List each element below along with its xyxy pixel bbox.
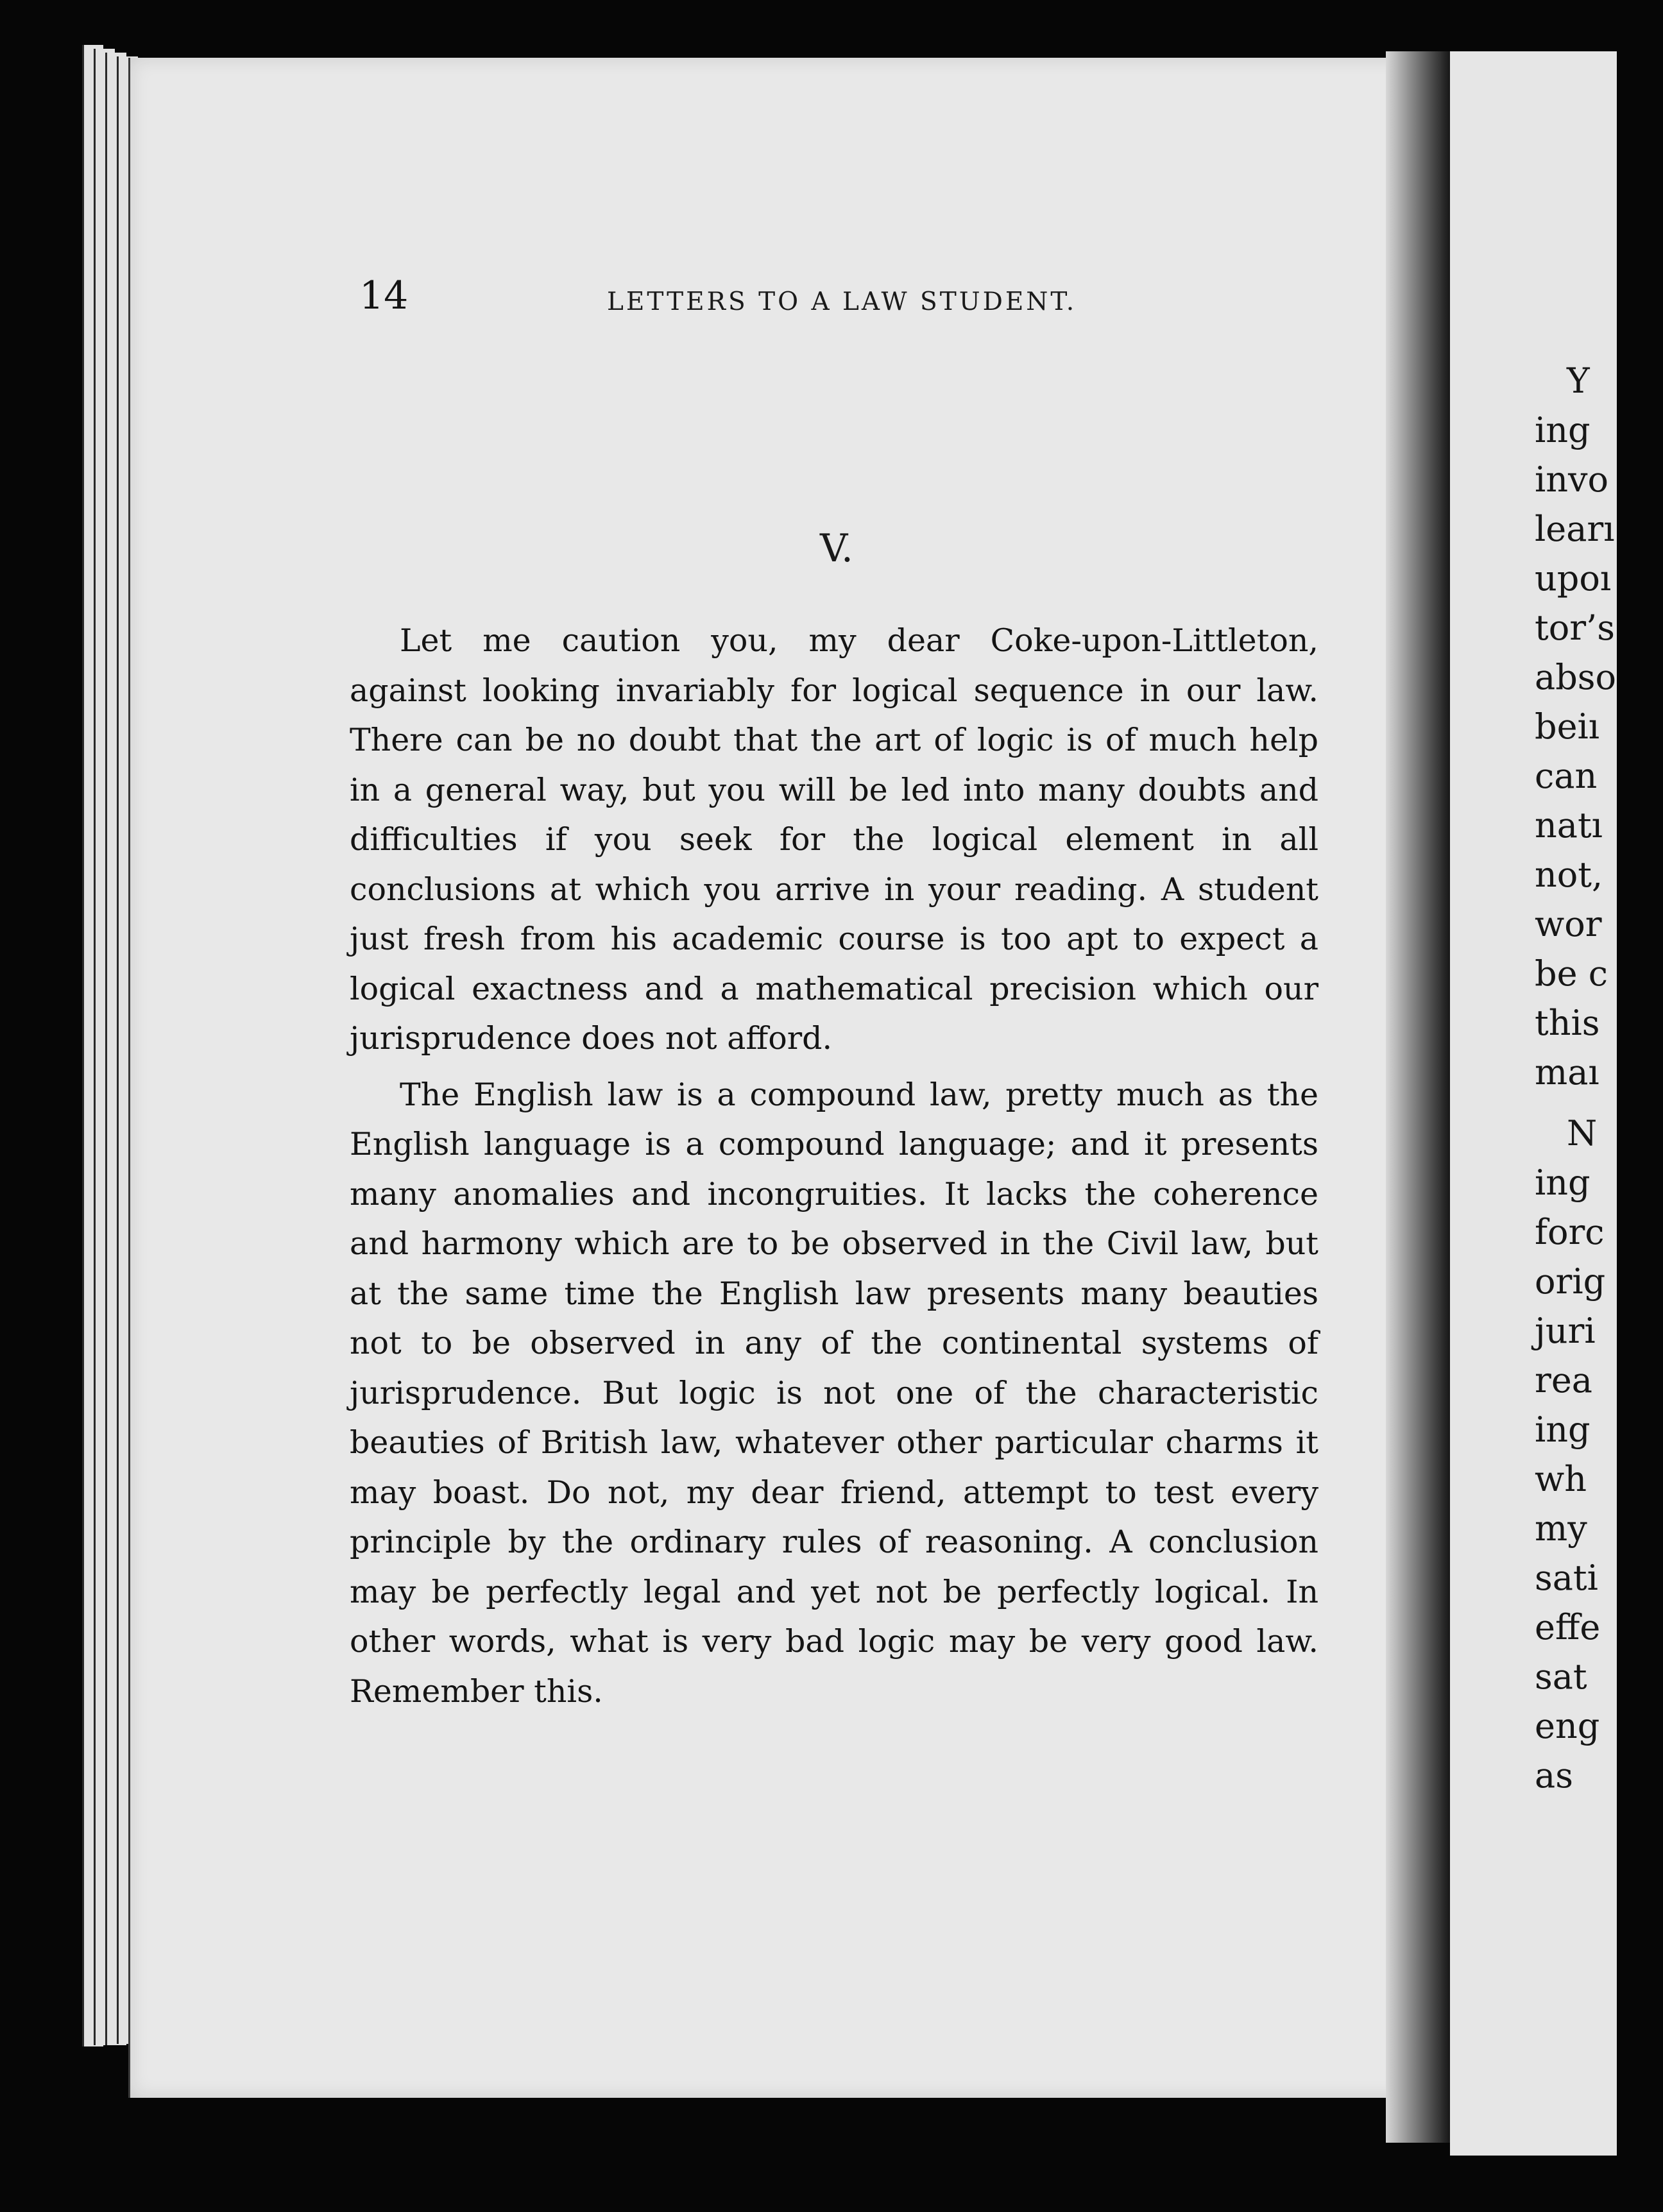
facing-page-text — [1535, 356, 1663, 1800]
facing-page-line: juri — [1535, 1311, 1596, 1351]
facing-page-line: be c — [1535, 953, 1608, 994]
facing-page — [1450, 51, 1617, 2156]
facing-page-line: beiı — [1535, 706, 1600, 747]
facing-page-line: upoı — [1535, 558, 1612, 599]
facing-page-line: this — [1535, 1003, 1600, 1043]
facing-page-line: eng — [1535, 1706, 1600, 1746]
facing-page-line: learı — [1535, 509, 1615, 549]
facing-page-line: maı — [1535, 1052, 1599, 1093]
facing-page-line: my — [1535, 1508, 1587, 1549]
facing-page-line: Y — [1567, 361, 1590, 401]
running-title: LETTERS TO A LAW STUDENT. — [607, 287, 1077, 316]
facing-page-line: can — [1535, 756, 1598, 796]
facing-page-line: abso — [1535, 657, 1616, 697]
paragraph: Let me caution you, my dear Coke-upon-Littleton, against looking invariably for logical sequence in our law. There can be no doubt that the art of logic is of much help in a general way, but you will be led into many doubts and difficulties if you seek for the logical element in all conclusions at which you arrive in your reading. A student just fresh from his academic course is too apt to expect a logical exactness and a mathematical precision which our jurisprudence does not afford. — [350, 622, 1318, 1057]
facing-page-line: natı — [1535, 805, 1603, 846]
page-number: 14 — [359, 273, 409, 318]
facing-page-line: forc — [1535, 1212, 1605, 1252]
facing-page-line: rea — [1535, 1360, 1592, 1400]
facing-page-line: tor’s — [1535, 608, 1615, 648]
section-number: V. — [820, 526, 853, 571]
facing-page-line: effe — [1535, 1607, 1601, 1647]
facing-page-line: N — [1567, 1113, 1598, 1153]
paragraph: The English law is a compound law, pretty much as the English language is a compound language; and it presents many anomalies and incongruities. It lacks the coherence and harmony which are to be observed in the Civil law, but at the same time the English law presents many beauties not to be observed in any of the continental systems of jurisprudence. But logic is not one of the characteristic beauties of British law, whatever other particular charms it may boast. Do not, my dear friend, attempt to test every principle by the ordinary rules of reasoning. A conclusion may be perfectly legal and yet not be perfectly logical. In other words, what is very bad logic may be very good law. Remember this. — [350, 1076, 1318, 1710]
facing-page-line: sat — [1535, 1656, 1587, 1697]
facing-page-line: sati — [1535, 1558, 1598, 1598]
facing-page-line: wor — [1535, 904, 1602, 944]
facing-page-line: wh — [1535, 1459, 1587, 1499]
facing-page-line: not, — [1535, 855, 1603, 895]
facing-page-line: invo — [1535, 459, 1609, 500]
facing-page-line: ing — [1535, 1409, 1591, 1450]
body-text — [350, 616, 1318, 1716]
facing-page-line: ing — [1535, 1162, 1591, 1203]
facing-page-line: as — [1535, 1755, 1573, 1796]
facing-page-line: ing — [1535, 410, 1591, 450]
facing-page-line: orig — [1535, 1261, 1606, 1302]
